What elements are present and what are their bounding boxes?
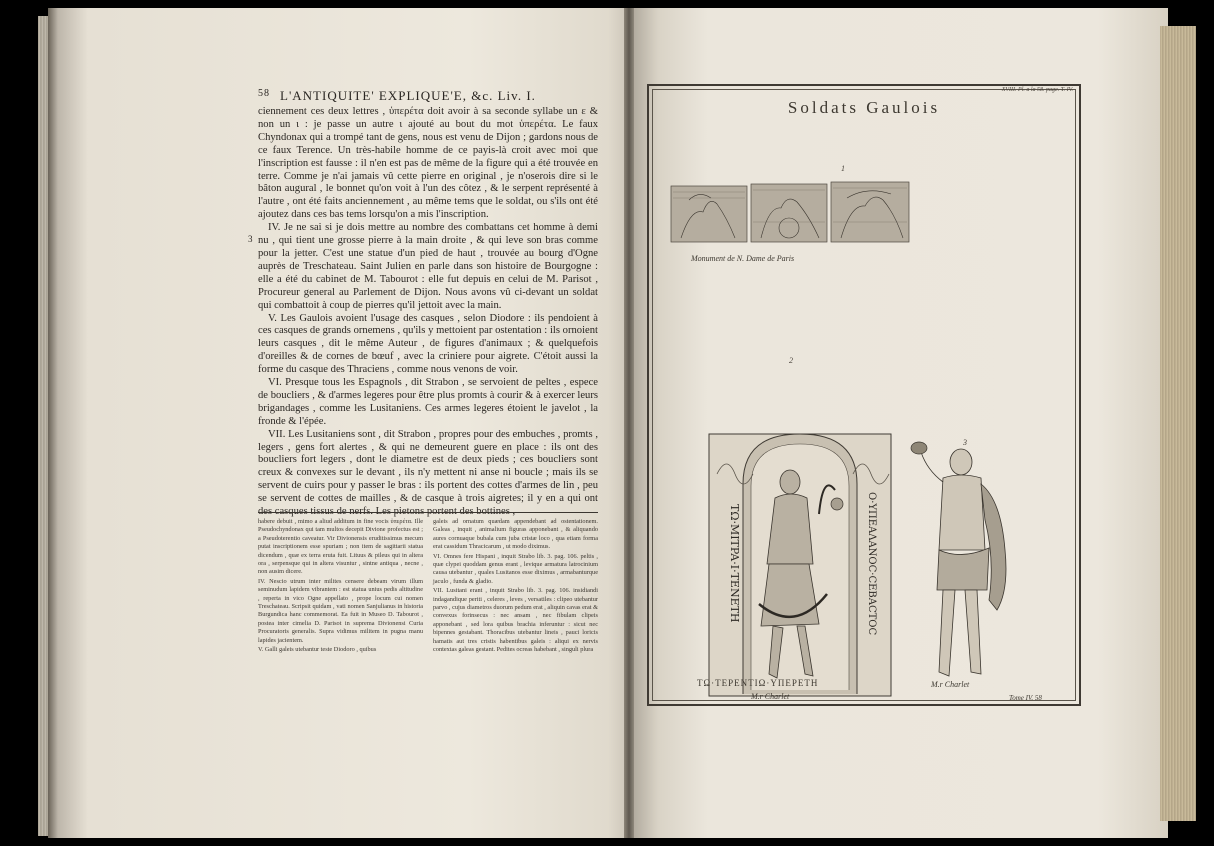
- niche-bottom-inscription: TΩ·TEPENTIΩ·ΥΠΕΡΕΤΗ: [697, 678, 819, 688]
- stone-thrower-statue-engraving: [899, 440, 1024, 690]
- body-text: [258, 106, 598, 519]
- latin-notes: [258, 518, 598, 656]
- footnote-rule: [258, 512, 598, 513]
- book-gutter: [624, 8, 634, 838]
- note-paragraph: VII. Lusitani erant , inquit Strabo lib. 3. pag. 106. insidiandi indagandique periti , celeres , leves , versatiles : clipeo utebantur parvo , cujus diametros duorum pedum erat , aliquin cavas erat & convexus forinsecus : nec ansam , nec fibulam clipeis apponebant , sed lora quibus brachia inferuntur : sicut nec bipennes gestabant. Thoracibus utebantur lineis , pauci loricis hamatis aut tres cristis habentibus galeis : aliqui ex nervis contextas galeas gestant. Pedites ocreas habebant , singuli plura: [433, 587, 598, 654]
- note-paragraph: V. Galli galeis utebantur teste Diodoro , quibus: [258, 646, 377, 654]
- note-paragraph: IV. Nescio utrum inter milites censere debeam virum illum seminudum lapidem vibrantem : est statua unius pedis altitudine , reperta in vico Ogne appellato , prope locum cui nomen Treschateau. Scripsit quidam , vati nomen Sanjulianus in historia Burgundica hanc commemorat. Ea fuit in Museo D. Tabourot , postea inter cimelia D. Parisot in suprema Divionensi Curia Procuratoris generalis. Supra vidimus militem in pugna manu lapides jacientem.: [258, 577, 423, 644]
- running-head: [258, 88, 598, 104]
- figure-number-1: 1: [841, 164, 845, 173]
- figure-2-signature: M.r Charlet: [751, 692, 790, 701]
- figure-3-signature: M.r Charlet: [931, 680, 970, 689]
- figure-number-3: 3: [963, 438, 967, 447]
- engraved-plate: [647, 84, 1081, 706]
- soldier-niche-engraving: [705, 394, 895, 700]
- plate-title: Soldats Gaulois: [787, 98, 941, 117]
- figure-number-2: 2: [789, 356, 793, 365]
- figure-1-caption: Monument de N. Dame de Paris: [691, 254, 795, 263]
- note-paragraph: galeis ad ornatum quædam appendebant ad ostentationem. Galeas , inquit , animalium figuras apponebant , & aliquando aures cornuaque bubala cum juba cristæ loco , qua etiam forma erat cassidum Thracicarum , ut modo diximus.: [433, 518, 598, 551]
- note-paragraph: habere debuit , mimo a aliud additum in fine vocis ὑπερέτα. Ille Pseudochyndonax qui tam multos decepit Divione profectus est ; a Pseudoterentio caveatur. Vir Divionensis eruditissimus mecum putat inscriptionem esse spuriam ; non item de sagittarii statua dicendum , quæ ex terra eruta fuit. Lituus & pileus qui in altera ora , serpensque qui in altera visuntur , sintne antiqua , necne , non ausim dicere.: [258, 518, 423, 576]
- margin-note-number: 3: [248, 234, 253, 244]
- page-number: 58: [258, 88, 270, 99]
- paragraph: ciennement ces deux lettres , ὑπερέτα doit avoir à sa seconde syllabe un ε & non un ι : je passe un autre ι ajouté au bout du mot ὑπερέτα. Le faux Chyndonax qui a trompé tant de gens, nous est venu de Dijon ; gardons nous de ce faux Terence. Un très-habile homme de ce payis-là croit avec moi que l'inscription est fausse : il n'en est pas de même de la figure qui a été trouvée en terre. Comme je n'ai jamais vû cette pierre en original , je n'oserois dire si le bâton augural , le bonnet qu'on voit à l'un des côtez , & le serpent représenté à l'autre , ont été faits anciennement , au même tems que le soldat, ou s'ils ont été ajoutez dans ces bas tems lorsqu'on a mis l'inscription.: [258, 106, 598, 221]
- paragraph: VI. Presque tous les Espagnols , dit Strabon , se servoient de peltes , espece de boucliers , & d'armes legeres pour être plus promts à courir & à exercer leurs brigandages , comme les Lusitaniens. Ces armes legeres étoient le javelot , la fronde & l'épée.: [258, 377, 598, 427]
- paragraph: IV. Je ne sai si je dois mettre au nombre des combattans cet homme à demi nu , qui tient une grosse pierre à la main droite , & qui leve son bras comme pour la jetter. C'est une statue d'un pied de haut , trouvée au bourg d'Ogne auprès de Treschateau. Saint Julien en parle dans son histoire de Bourgogne : elle a été du cabinet de M. Tabourot : elle fut depuis en celui de M. Parisot , Procureur general au Parlement de Dijon. Nous avons vû ci-devant un soldat qui combattoit à coup de pierres qu'il jettoit avec la main.: [258, 222, 598, 311]
- paragraph: V. Les Gaulois avoient l'usage des casques , selon Diodore : ils pendoient à ces casques de grands ornemens , qu'ils y mettoient par ostentation : ils ornoient leurs casques , dit le même Auteur , de figures d'animaux ; & quelquefois d'oreilles & de cornes de bœuf , avec la criniere pour aigrete. C'étoit aussi la forme du casque des Thraciens , comme nous venons de voir.: [258, 312, 598, 376]
- right-page-edges: [1160, 26, 1196, 821]
- plate-reference: XVIII. Pl. a la 58. page. T. IV.: [1001, 87, 1073, 93]
- note-paragraph: VI. Omnes fere Hispani , inquit Strabo lib. 3. pag. 106. peltis , quæ clypei quoddam genus erant , levique armatura latrocinium causa utebantur , quales Lusitanos esse diximus , armabanturque jaculo , funda & gladio.: [433, 552, 598, 585]
- niche-right-inscription: O·ΥΠΕΑΛΑΝΟC·CEBACTOC: [866, 492, 877, 636]
- notes-column-right: [433, 518, 598, 656]
- left-page-text-block: [248, 88, 598, 519]
- notes-column-left: [258, 518, 423, 656]
- volume-note: Tome IV. 58: [1009, 694, 1042, 702]
- relief-frieze-engraving: [669, 178, 911, 250]
- running-title: L'ANTIQUITE' EXPLIQUE'E, &c. Liv. I.: [280, 88, 536, 103]
- niche-left-inscription: TΩ·MITPA·I·TENETH: [728, 504, 741, 623]
- paragraph: VII. Les Lusitaniens sont , dit Strabon , propres pour des embuches , promts , legers , gens fort alertes , & qui ne demeurent guere en place : ils ont des boucliers fort legers , dont le diametre est de deux pieds ; ces boucliers sont creux & convexes sur le devant , ils n'y mettent ni anse ni boucle ; mais ils se servent de cuirs pour y passer le bras : ils portent des cottes d'armes de lin , peu se servent de cottes de mailles , & de casque à trois aigretes; il y en a qui ont: [258, 428, 598, 505]
